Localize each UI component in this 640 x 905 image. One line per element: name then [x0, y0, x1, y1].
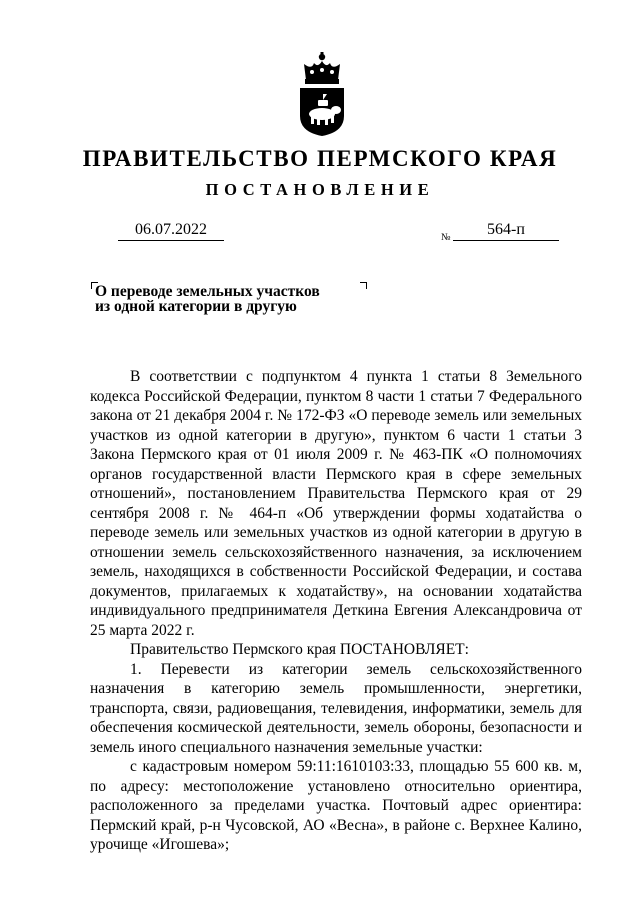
body-paragraph-legal-basis: В соответствии с подпунктом 4 пункта 1 статьи 8 Земельного кодекса Российской Федерации, пунктом 8 части 1 статьи 7 Федерального закона от 21 декабря 2004 г. № 172-ФЗ «О переводе земель или земельных участков из одной категории в другую», пунктом 6 части 1 статьи 3 Закона Пермского края от 01 июля 2009 г. № 463-ПК «О полномочиях органов государственной власти Пермского края в сфере земельных отношений», постановлением Правительства Пермского края от 29 сентября 2008 г. № 464-п «Об утверждении формы ходатайства о переводе земель или земельных участков из одной категории в другую в отношении земель сельскохозяйственного назначения, за исключением земель, находящихся в собственности Российской Федерации, и состава документов, прилагаемых к ходатайству», на основании ходатайства индивидуального предпринимателя Деткина Евгения Александровича от 25 марта 2022 г.	[90, 368, 582, 639]
document-type: ПОСТАНОВЛЕНИЕ	[205, 180, 435, 199]
document-subject	[95, 284, 375, 314]
body-paragraph-item-1: 1. Перевести из категории земель сельскохозяйственного назначения в категорию земель промышленности, энергетики, транспорта, связи, радиовещания, телевидения, информатики, земель для обеспечения космической деятельности, земель обороны, безопасности и земель иного специального назначения земельные участки:	[90, 660, 582, 756]
government-title: ПРАВИТЕЛЬСТВО ПЕРМСКОГО КРАЯ	[82, 146, 558, 171]
crown-icon	[304, 52, 340, 84]
body-paragraph-resolves: Правительство Пермского края ПОСТАНОВЛЯЕТ:	[130, 641, 469, 658]
coat-of-arms-icon	[292, 50, 352, 138]
subject-line-2: из одной категории в другую	[95, 298, 297, 315]
number-sign: №	[441, 232, 451, 243]
document-number: 564-п	[453, 221, 559, 241]
body-paragraph-land-plot: с кадастровым номером 59:11:1610103:33, площадью 55 600 кв. м, по адресу: местоположение установлено относительно ориентира, расположенного за пределами участка. Почтовый адрес ориентира: Пермский край, р-н Чусовской, АО «Весна», в районе с. Верхнее Калино, урочище «Игошева»;	[90, 758, 582, 853]
document-body	[90, 367, 582, 855]
subject-line-1: О переводе земельных участков	[95, 283, 320, 300]
document-date: 06.07.2022	[118, 221, 224, 241]
